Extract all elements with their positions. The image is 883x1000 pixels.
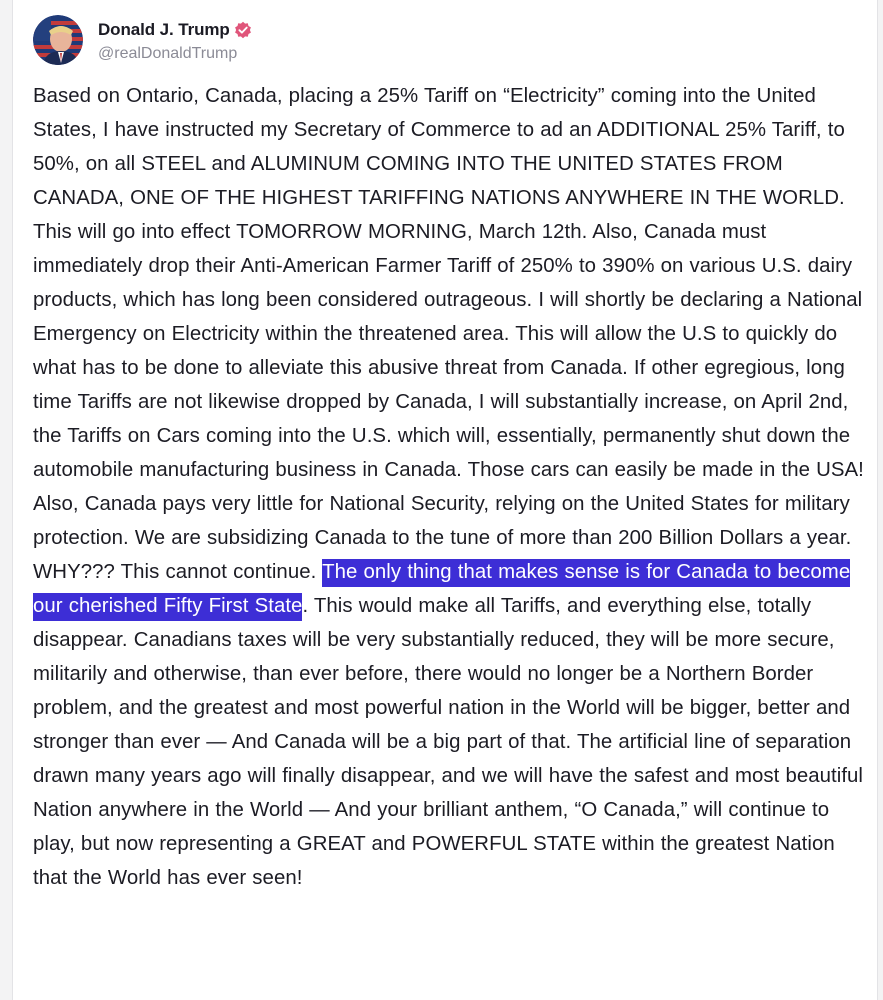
avatar[interactable]	[33, 15, 83, 65]
display-name-row	[98, 18, 252, 42]
post-card	[12, 0, 878, 1000]
post-body-before: Based on Ontario, Canada, placing a 25% Tariff on “Electricity” coming into the United States, I have instructed my Secretary of Commerce to ad an ADDITIONAL 25% Tariff, to 50%, on all STEEL and ALUMINUM COMING INTO THE UNITED STATES FROM CANADA, ONE OF THE HIGHEST TARIFFING NATIONS ANYWHERE IN THE WORLD. This will go into effect TOMORROW MORNING, March 12th. Also, Canada must immediately drop their Anti-American Farmer Tariff of 250% to 390% on various U.S. dairy products, which has long been considered outrageous. I will shortly be declaring a National Emergency on Electricity within the threatened area. This will allow the U.S to quickly do what has to be done to alleviate this abusive threat from Canada. If other egregious, long time Tariffs are not likewise dropped by Canada, I will substantially increase, on April 2nd, the Tariffs on Cars coming into the U.S. which will, essentially, permanently shut down the automobile manufacturing business in Canada. Those cars can easily be made in the USA! Also, Canada pays very little for National Security, relying on the United States for military protection. We are subsidizing Canada to the tune of more than 200 Billion Dollars a year. WHY??? This cannot continue.	[33, 85, 864, 583]
post-body-after: . This would make all Tariffs, and everything else, totally disappear. Canadians taxes will be very substantially reduced, they will be more secure, militarily and otherwise, than ever before, there would no longer be a Northern Border problem, and the greatest and most powerful nation in the World will be bigger, better and stronger than ever — And Canada will be a big part of that. The artificial line of separation drawn many years ago will finally disappear, and we will have the safest and most beautiful Nation anywhere in the World — And your brilliant anthem, “O Canada,” will continue to play, but now representing a GREAT and POWERFUL STATE within the greatest Nation that the World has ever seen!	[33, 595, 864, 889]
author-names	[98, 18, 252, 63]
post-header	[33, 14, 252, 66]
post-body-text	[33, 79, 871, 895]
avatar-image	[33, 15, 83, 65]
highlighted-text-selection[interactable]: The only thing that makes sense is for Canada to become our cherished Fifty First State	[33, 559, 850, 621]
verified-badge-icon	[234, 21, 252, 39]
author-handle[interactable]: @realDonaldTrump	[98, 44, 238, 62]
author-display-name[interactable]: Donald J. Trump	[98, 19, 230, 39]
